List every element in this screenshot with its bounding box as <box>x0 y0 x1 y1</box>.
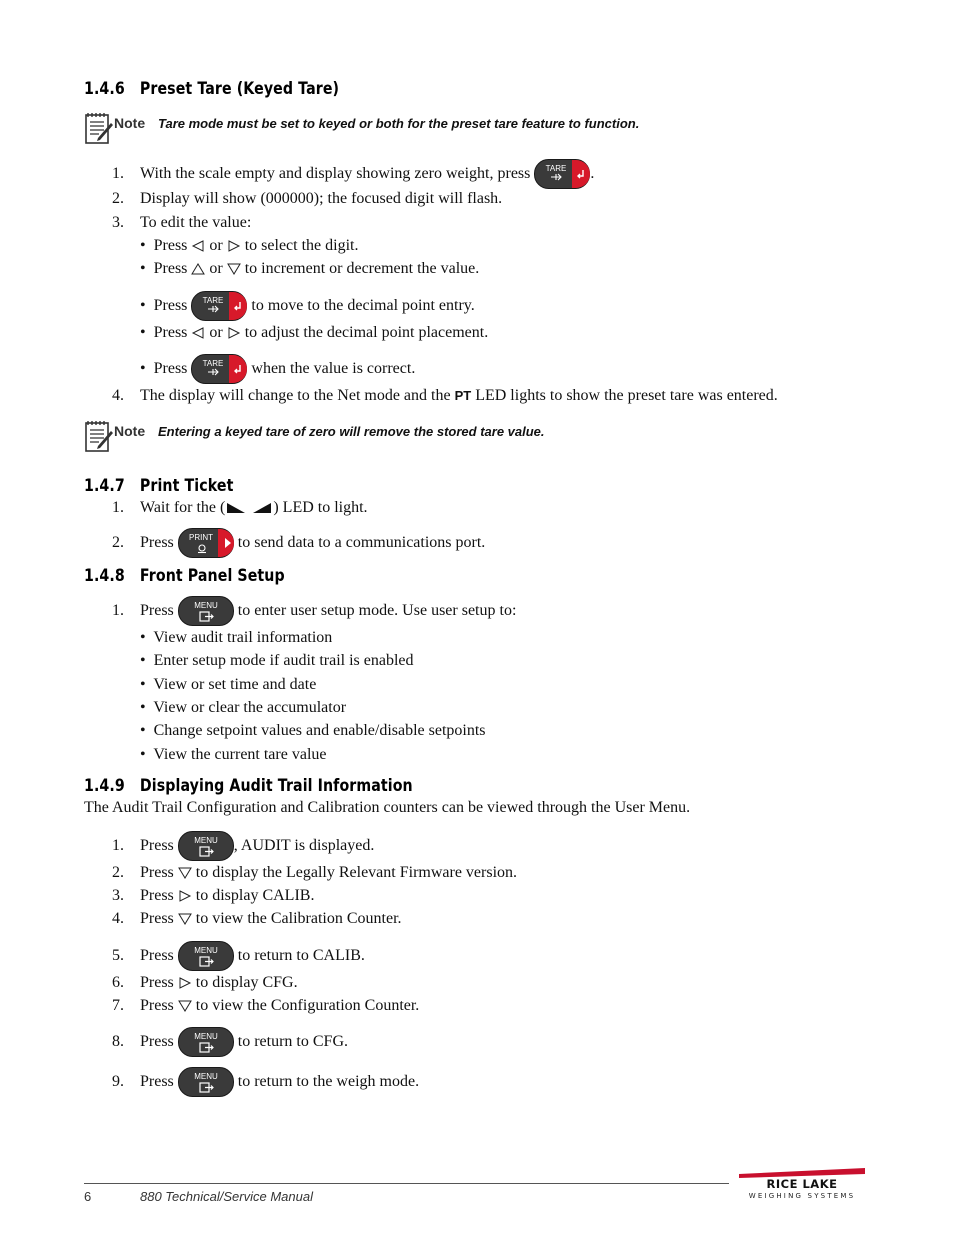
section-heading-1-4-6 <box>84 79 339 98</box>
bullet-text: View the current tare value <box>153 746 327 763</box>
step-text: The display will change to the Net mode and the <box>140 387 455 404</box>
tare-key-icon <box>191 354 247 384</box>
bullet-text: to increment or decrement the value. <box>240 260 480 277</box>
panel-step-1-line <box>140 595 516 627</box>
menu-key-icon <box>178 1027 234 1057</box>
section-heading-1-4-7 <box>84 476 233 495</box>
section-number: 1.4.7 <box>84 476 125 495</box>
audit-step-9 <box>140 1066 419 1098</box>
page-number: 6 <box>84 1189 92 1204</box>
step-text-end: . <box>590 165 595 182</box>
menu-key-label: MENU <box>194 1032 218 1042</box>
bullet-text: Press <box>153 260 192 277</box>
audit-step-8 <box>140 1026 348 1058</box>
right-arrow-icon <box>227 240 241 252</box>
audit-step-2 <box>140 863 517 883</box>
step-number: 1. <box>112 165 124 182</box>
bullet-text: or <box>205 260 227 277</box>
menu-key-icon <box>178 1067 234 1097</box>
step-number: 8. <box>112 1033 124 1050</box>
right-arrow-icon <box>227 327 241 339</box>
down-arrow-icon <box>178 913 192 925</box>
list-item: • View the current tare value <box>140 746 327 763</box>
audit-step-1 <box>140 830 374 862</box>
footer-rule <box>84 1183 729 1184</box>
rice-lake-logo <box>735 1168 869 1200</box>
step-text: to return to CALIB. <box>233 947 365 964</box>
bullet-text: to move to the decimal point entry. <box>247 297 475 314</box>
audit-step-4 <box>140 909 402 929</box>
step-text: to view the Configuration Counter. <box>191 997 420 1014</box>
step-text: Press <box>140 837 178 854</box>
print-key-label: PRINT <box>188 533 213 543</box>
bullet-text: Change setpoint values and enable/disable setpoints <box>153 722 486 739</box>
step-4-line <box>140 386 778 406</box>
step-text: Wait for the ( <box>140 499 226 516</box>
step-number: 1. <box>112 837 124 854</box>
menu-key <box>178 1067 234 1097</box>
bullet-text: when the value is correct. <box>247 360 416 377</box>
step-text: , AUDIT is displayed. <box>233 837 375 854</box>
down-arrow-icon <box>178 1000 192 1012</box>
step-text: to send data to a communications port. <box>233 534 486 551</box>
right-arrow-icon <box>178 890 192 902</box>
tare-key-label: TARE <box>546 164 567 174</box>
menu-key <box>178 831 234 861</box>
tare-key-icon <box>191 291 247 321</box>
section-number: 1.4.6 <box>84 79 125 98</box>
step-text: Press <box>140 887 178 904</box>
left-arrow-icon <box>191 327 205 339</box>
menu-key-icon <box>178 596 234 626</box>
bullet-decimal-adjust: • Press or to adjust the decimal point placement. <box>140 324 489 341</box>
bullet-decimal-entry: • Press TARE to move to the decimal point entry. <box>140 290 475 322</box>
section-title: Displaying Audit Trail Information <box>139 776 413 795</box>
step-text: Press <box>140 947 178 964</box>
section-number: 1.4.8 <box>84 566 125 585</box>
step-text: Press <box>140 534 178 551</box>
audit-step-7 <box>140 996 419 1016</box>
menu-key-label: MENU <box>194 946 218 956</box>
tare-key-label: TARE <box>203 359 224 369</box>
right-arrow-icon <box>178 977 192 989</box>
print-step-2-line <box>140 527 485 559</box>
step-number: 2. <box>112 864 124 881</box>
down-arrow-icon <box>227 263 241 275</box>
section-title: Preset Tare (Keyed Tare) <box>139 79 340 98</box>
note-label: Note <box>114 115 146 131</box>
bullet-select-digit: • Press or to select the digit. <box>140 237 359 254</box>
bullet-text: to select the digit. <box>240 237 359 254</box>
bullet-text: Press <box>153 237 192 254</box>
step-text: Press <box>140 997 178 1014</box>
bullet-text: Press <box>153 297 192 314</box>
bullet-text: View or set time and date <box>153 676 317 693</box>
step-number: 2. <box>112 534 124 551</box>
bullet-text: Press <box>153 360 192 377</box>
step-number: 1. <box>112 602 124 619</box>
print-key <box>178 528 234 558</box>
audit-step-5 <box>140 940 365 972</box>
bullet-value-correct: • Press TARE when the value is correct. <box>140 353 415 385</box>
step-number: 3. <box>112 887 124 904</box>
bullet-text: to adjust the decimal point placement. <box>240 324 489 341</box>
menu-key-label: MENU <box>194 1072 218 1082</box>
manual-title: 880 Technical/Service Manual <box>140 1189 313 1204</box>
down-arrow-icon <box>178 867 192 879</box>
bullet-text: Enter setup mode if audit trail is enabled <box>153 652 414 669</box>
menu-key-icon <box>178 941 234 971</box>
bullet-increment: • Press or to increment or decrement the value. <box>140 260 480 277</box>
list-item: • View or set time and date <box>140 676 317 693</box>
step-text: Display will show (000000); the focused digit will flash. <box>140 190 503 207</box>
step-text: to enter user setup mode. Use user setup to: <box>233 602 517 619</box>
bullet-text: Press <box>153 324 192 341</box>
step-text: to display CFG. <box>191 974 298 991</box>
step-number: 1. <box>112 499 124 516</box>
menu-key-label: MENU <box>194 601 218 611</box>
note-pencil-icon <box>84 111 114 145</box>
print-key-icon <box>178 528 234 558</box>
standstill-led-icon <box>225 501 273 515</box>
step-text: Press <box>140 864 178 881</box>
note-text: Entering a keyed tare of zero will remove the stored tare value. <box>158 424 545 439</box>
tare-key-label: TARE <box>203 296 224 306</box>
step-text: To edit the value: <box>140 214 252 231</box>
bullet-text: View audit trail information <box>153 629 333 646</box>
section-number: 1.4.9 <box>84 776 125 795</box>
step-number: 3. <box>112 214 124 231</box>
step-number: 6. <box>112 974 124 991</box>
step-text: to return to the weigh mode. <box>233 1073 420 1090</box>
step-text: to display CALIB. <box>191 887 315 904</box>
list-item: • Change setpoint values and enable/disable setpoints <box>140 722 486 739</box>
step-text: to display the Legally Relevant Firmware version. <box>191 864 518 881</box>
audit-intro: The Audit Trail Configuration and Calibration counters can be viewed through the User Menu. <box>84 799 691 816</box>
note-pencil-icon <box>84 419 114 453</box>
tare-key <box>534 159 590 189</box>
step-number: 5. <box>112 947 124 964</box>
menu-key <box>178 1027 234 1057</box>
step-text: to return to CFG. <box>233 1033 348 1050</box>
logo-tagline: WEIGHING SYSTEMS <box>748 1192 856 1200</box>
section-heading-1-4-8 <box>84 566 285 585</box>
tare-key <box>191 354 247 384</box>
list-item: • View audit trail information <box>140 629 333 646</box>
note-label: Note <box>114 423 146 439</box>
menu-key-icon <box>178 831 234 861</box>
step-number: 2. <box>112 190 124 207</box>
tare-key <box>191 291 247 321</box>
left-arrow-icon <box>191 240 205 252</box>
section-heading-1-4-9 <box>84 776 413 795</box>
bullet-text: View or clear the accumulator <box>153 699 347 716</box>
menu-key-label: MENU <box>194 836 218 846</box>
step-text: Press <box>140 602 178 619</box>
bullet-text: or <box>205 324 227 341</box>
step-text: to view the Calibration Counter. <box>191 910 402 927</box>
section-title: Front Panel Setup <box>139 566 285 585</box>
step-text: Press <box>140 1073 178 1090</box>
list-item: • Enter setup mode if audit trail is enabled <box>140 652 414 669</box>
step-number: 7. <box>112 997 124 1014</box>
section-title: Print Ticket <box>139 476 234 495</box>
menu-key <box>178 596 234 626</box>
tare-key-icon <box>534 159 590 189</box>
logo-wordmark: RICE LAKE <box>766 1177 838 1191</box>
step-text: With the scale empty and display showing zero weight, press <box>140 165 535 182</box>
print-step-1-line <box>140 498 368 518</box>
audit-step-6 <box>140 973 298 993</box>
step-text: ) LED to light. <box>273 499 368 516</box>
menu-key <box>178 941 234 971</box>
step-number: 4. <box>112 387 124 404</box>
step-text: LED lights to show the preset tare was entered. <box>471 387 778 404</box>
up-arrow-icon <box>191 263 205 275</box>
step-text: Press <box>140 910 178 927</box>
step-1-line <box>140 159 594 189</box>
step-text: Press <box>140 974 178 991</box>
step-number: 4. <box>112 910 124 927</box>
audit-step-3 <box>140 886 314 906</box>
step-text: Press <box>140 1033 178 1050</box>
bullet-text: or <box>205 237 227 254</box>
step-number: 9. <box>112 1073 124 1090</box>
list-item: • View or clear the accumulator <box>140 699 347 716</box>
pt-led-label: PT <box>454 388 472 403</box>
note-text: Tare mode must be set to keyed or both for the preset tare feature to function. <box>158 116 640 131</box>
